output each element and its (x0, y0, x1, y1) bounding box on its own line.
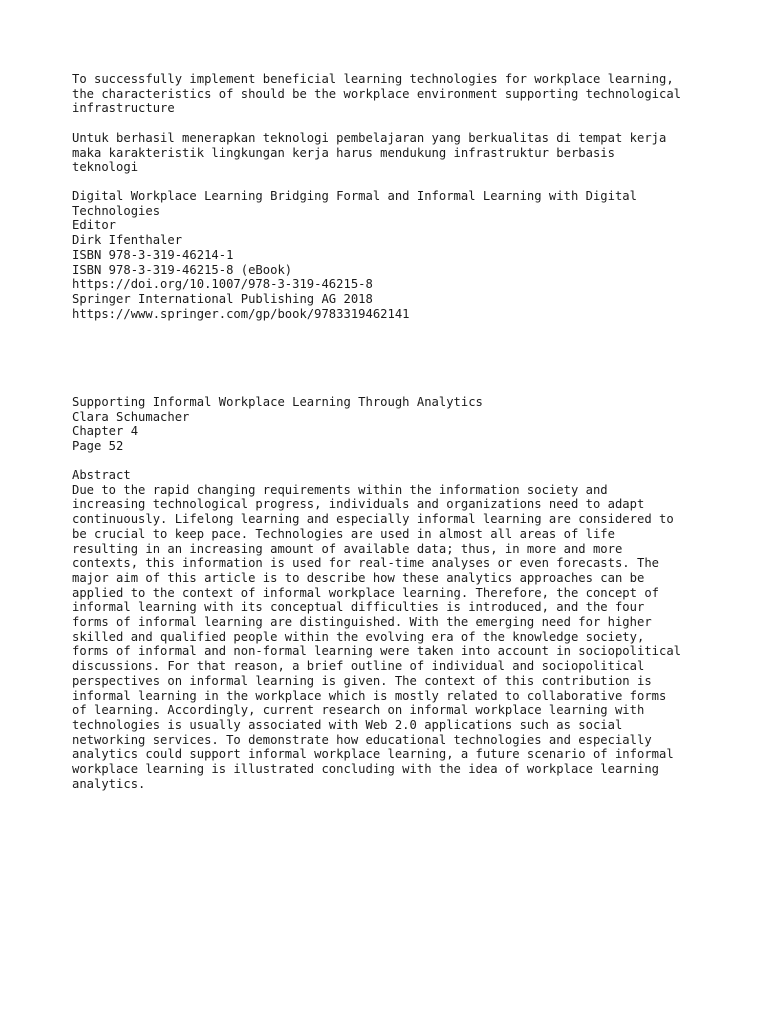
chapter-reference-block: Supporting Informal Workplace Learning Through Analytics Clara Schumacher Chapter 4 Page 52 (72, 395, 483, 454)
indonesian-note-paragraph: Untuk berhasil menerapkan teknologi pembelajaran yang berkualitas di tempat kerja maka karakteristik lingkungan kerja harus mendukung infrastruktur berbasis teknologi (72, 131, 667, 175)
book-reference-block: Digital Workplace Learning Bridging Formal and Informal Learning with Digital Technologies Editor Dirk Ifenthaler ISBN 978-3-319-46214-1 ISBN 978-3-319-46215-8 (eBook) https://doi.org/10.1007/978-3-319-46215-8 Springer International Publishing AG 2018 https://www.springer.com/gp/book/9783319462141 (72, 189, 637, 321)
english-note-paragraph: To successfully implement beneficial learning technologies for workplace learning, the characteristics of should be the workplace environment supporting technological infrastructure (72, 72, 682, 116)
abstract-block: Abstract Due to the rapid changing requirements within the information society and increasing technological progress, individuals and organizations need to adapt continuously. Lifelong learning and especially informal learning are considered to be crucial to keep pace. Technologies are used in almost all areas of life resulting in an increasing amount of available data; thus, in more and more contexts, this information is used for real-time analyses or even forecasts. The major aim of this article is to describe how these analytics approaches can be applied to the context of informal workplace learning. Therefore, the concept of informal learning with its conceptual difficulties is introduced, and the four forms of informal learning are distinguished. With the emerging need for higher skilled and qualified people within the evolving era of the knowledge society, forms of informal and non-formal learning were taken into account in sociopolitical discussions. For that reason, a brief outline of individual and sociopolitical perspectives on informal learning is given. The context of this contribution is informal learning in the workplace which is mostly related to collaborative forms of learning. Accordingly, current research on informal workplace learning with technologies is usually associated with Web 2.0 applications such as social networking services. To demonstrate how educational technologies and especially analytics could support informal workplace learning, a future scenario of informal workplace learning is illustrated concluding with the idea of workplace learning analytics. (72, 468, 682, 791)
